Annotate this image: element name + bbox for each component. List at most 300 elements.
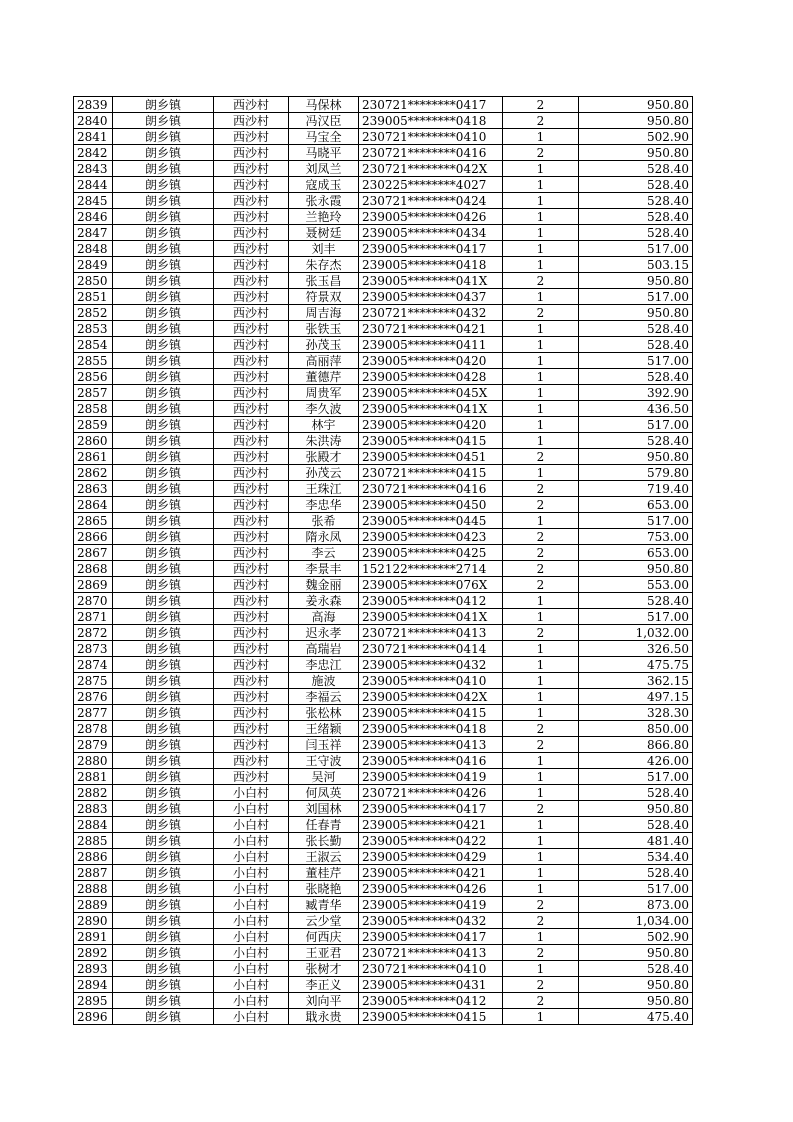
id-number-cell: 239005********0422 [359, 833, 503, 849]
table-row [74, 385, 693, 401]
row-number: 2847 [74, 225, 113, 241]
village-cell: 西沙村 [214, 433, 289, 449]
table-row [74, 913, 693, 929]
table-row [74, 305, 693, 321]
town-cell: 朗乡镇 [113, 753, 214, 769]
town-cell: 朗乡镇 [113, 641, 214, 657]
amount-cell: 362.15 [579, 673, 693, 689]
village-cell: 小白村 [214, 833, 289, 849]
name-cell: 闫玉祥 [289, 737, 359, 753]
row-number: 2857 [74, 385, 113, 401]
table-row [74, 257, 693, 273]
name-cell: 王守波 [289, 753, 359, 769]
count-cell: 2 [503, 529, 579, 545]
count-cell: 1 [503, 961, 579, 977]
name-cell: 董桂芹 [289, 865, 359, 881]
id-number-cell: 239005********041X [359, 401, 503, 417]
count-cell: 2 [503, 977, 579, 993]
village-cell: 西沙村 [214, 97, 289, 113]
town-cell: 朗乡镇 [113, 785, 214, 801]
table-row [74, 865, 693, 881]
name-cell: 魏金丽 [289, 577, 359, 593]
table-row [74, 961, 693, 977]
town-cell: 朗乡镇 [113, 993, 214, 1009]
id-number-cell: 239005********0421 [359, 817, 503, 833]
amount-cell: 950.80 [579, 273, 693, 289]
amount-cell: 553.00 [579, 577, 693, 593]
amount-cell: 517.00 [579, 769, 693, 785]
id-number-cell: 239005********0419 [359, 897, 503, 913]
row-number: 2850 [74, 273, 113, 289]
row-number: 2894 [74, 977, 113, 993]
id-number-cell: 239005********0432 [359, 913, 503, 929]
amount-cell: 528.40 [579, 961, 693, 977]
count-cell: 1 [503, 689, 579, 705]
table-row [74, 641, 693, 657]
town-cell: 朗乡镇 [113, 369, 214, 385]
count-cell: 2 [503, 945, 579, 961]
table-row [74, 977, 693, 993]
table-row [74, 433, 693, 449]
village-cell: 小白村 [214, 945, 289, 961]
name-cell: 任春青 [289, 817, 359, 833]
amount-cell: 653.00 [579, 497, 693, 513]
id-number-cell: 239005********0420 [359, 353, 503, 369]
name-cell: 李忠江 [289, 657, 359, 673]
row-number: 2884 [74, 817, 113, 833]
count-cell: 1 [503, 401, 579, 417]
id-number-cell: 239005********0421 [359, 865, 503, 881]
row-number: 2872 [74, 625, 113, 641]
table-row [74, 129, 693, 145]
row-number: 2853 [74, 321, 113, 337]
count-cell: 1 [503, 673, 579, 689]
table-row [74, 801, 693, 817]
table-row [74, 993, 693, 1009]
village-cell: 西沙村 [214, 705, 289, 721]
town-cell: 朗乡镇 [113, 209, 214, 225]
town-cell: 朗乡镇 [113, 929, 214, 945]
amount-cell: 502.90 [579, 129, 693, 145]
count-cell: 2 [503, 721, 579, 737]
row-number: 2859 [74, 417, 113, 433]
count-cell: 1 [503, 177, 579, 193]
amount-cell: 528.40 [579, 337, 693, 353]
count-cell: 1 [503, 1009, 579, 1025]
table-row [74, 417, 693, 433]
name-cell: 符景双 [289, 289, 359, 305]
row-number: 2863 [74, 481, 113, 497]
id-number-cell: 239005********0451 [359, 449, 503, 465]
name-cell: 刘国林 [289, 801, 359, 817]
amount-cell: 517.00 [579, 417, 693, 433]
count-cell: 1 [503, 513, 579, 529]
count-cell: 2 [503, 545, 579, 561]
row-number: 2893 [74, 961, 113, 977]
name-cell: 马保林 [289, 97, 359, 113]
id-number-cell: 230225********4027 [359, 177, 503, 193]
row-number: 2868 [74, 561, 113, 577]
village-cell: 小白村 [214, 961, 289, 977]
name-cell: 张永霞 [289, 193, 359, 209]
name-cell: 张松林 [289, 705, 359, 721]
amount-cell: 528.40 [579, 433, 693, 449]
count-cell: 2 [503, 481, 579, 497]
count-cell: 2 [503, 801, 579, 817]
count-cell: 2 [503, 913, 579, 929]
table-row [74, 945, 693, 961]
row-number: 2888 [74, 881, 113, 897]
id-number-cell: 239005********0426 [359, 881, 503, 897]
count-cell: 2 [503, 561, 579, 577]
amount-cell: 517.00 [579, 241, 693, 257]
town-cell: 朗乡镇 [113, 577, 214, 593]
amount-cell: 950.80 [579, 801, 693, 817]
town-cell: 朗乡镇 [113, 849, 214, 865]
amount-cell: 528.40 [579, 865, 693, 881]
name-cell: 云少堂 [289, 913, 359, 929]
table-row [74, 545, 693, 561]
count-cell: 1 [503, 833, 579, 849]
count-cell: 1 [503, 129, 579, 145]
village-cell: 西沙村 [214, 385, 289, 401]
village-cell: 西沙村 [214, 689, 289, 705]
village-cell: 西沙村 [214, 417, 289, 433]
id-number-cell: 239005********0419 [359, 769, 503, 785]
row-number: 2877 [74, 705, 113, 721]
name-cell: 吴河 [289, 769, 359, 785]
count-cell: 1 [503, 241, 579, 257]
name-cell: 刘凤兰 [289, 161, 359, 177]
row-number: 2896 [74, 1009, 113, 1025]
town-cell: 朗乡镇 [113, 257, 214, 273]
village-cell: 西沙村 [214, 129, 289, 145]
table-row [74, 593, 693, 609]
row-number: 2889 [74, 897, 113, 913]
count-cell: 2 [503, 145, 579, 161]
town-cell: 朗乡镇 [113, 961, 214, 977]
village-cell: 西沙村 [214, 401, 289, 417]
village-cell: 小白村 [214, 993, 289, 1009]
row-number: 2875 [74, 673, 113, 689]
count-cell: 1 [503, 657, 579, 673]
row-number: 2861 [74, 449, 113, 465]
id-number-cell: 230721********0415 [359, 465, 503, 481]
name-cell: 高海 [289, 609, 359, 625]
id-number-cell: 230721********0424 [359, 193, 503, 209]
count-cell: 1 [503, 593, 579, 609]
table-row [74, 625, 693, 641]
village-cell: 西沙村 [214, 465, 289, 481]
name-cell: 张玉昌 [289, 273, 359, 289]
amount-cell: 326.50 [579, 641, 693, 657]
id-number-cell: 239005********0426 [359, 209, 503, 225]
table-row [74, 161, 693, 177]
name-cell: 姜永森 [289, 593, 359, 609]
amount-cell: 873.00 [579, 897, 693, 913]
row-number: 2849 [74, 257, 113, 273]
table-row [74, 657, 693, 673]
count-cell: 1 [503, 353, 579, 369]
id-number-cell: 239005********0415 [359, 705, 503, 721]
town-cell: 朗乡镇 [113, 433, 214, 449]
table-row [74, 881, 693, 897]
count-cell: 2 [503, 737, 579, 753]
town-cell: 朗乡镇 [113, 1009, 214, 1025]
row-number: 2846 [74, 209, 113, 225]
name-cell: 张殿才 [289, 449, 359, 465]
id-number-cell: 230721********0417 [359, 97, 503, 113]
table-row [74, 113, 693, 129]
amount-cell: 528.40 [579, 369, 693, 385]
row-number: 2848 [74, 241, 113, 257]
id-number-cell: 239005********0420 [359, 417, 503, 433]
row-number: 2878 [74, 721, 113, 737]
count-cell: 1 [503, 849, 579, 865]
name-cell: 李景丰 [289, 561, 359, 577]
town-cell: 朗乡镇 [113, 737, 214, 753]
id-number-cell: 230721********042X [359, 161, 503, 177]
id-number-cell: 239005********0429 [359, 849, 503, 865]
id-number-cell: 239005********0418 [359, 257, 503, 273]
row-number: 2843 [74, 161, 113, 177]
name-cell: 马宝全 [289, 129, 359, 145]
name-cell: 冯汉臣 [289, 113, 359, 129]
row-number: 2855 [74, 353, 113, 369]
name-cell: 李云 [289, 545, 359, 561]
village-cell: 西沙村 [214, 353, 289, 369]
town-cell: 朗乡镇 [113, 337, 214, 353]
name-cell: 张长勤 [289, 833, 359, 849]
row-number: 2870 [74, 593, 113, 609]
id-number-cell: 239005********0437 [359, 289, 503, 305]
row-number: 2851 [74, 289, 113, 305]
amount-cell: 475.40 [579, 1009, 693, 1025]
village-cell: 西沙村 [214, 769, 289, 785]
amount-cell: 950.80 [579, 993, 693, 1009]
name-cell: 李正义 [289, 977, 359, 993]
village-cell: 西沙村 [214, 513, 289, 529]
name-cell: 戢永贵 [289, 1009, 359, 1025]
row-number: 2882 [74, 785, 113, 801]
row-number: 2876 [74, 689, 113, 705]
town-cell: 朗乡镇 [113, 593, 214, 609]
name-cell: 马晓平 [289, 145, 359, 161]
row-number: 2840 [74, 113, 113, 129]
town-cell: 朗乡镇 [113, 177, 214, 193]
amount-cell: 528.40 [579, 785, 693, 801]
id-number-cell: 239005********041X [359, 609, 503, 625]
row-number: 2860 [74, 433, 113, 449]
id-number-cell: 239005********0418 [359, 721, 503, 737]
count-cell: 2 [503, 897, 579, 913]
count-cell: 1 [503, 385, 579, 401]
village-cell: 西沙村 [214, 577, 289, 593]
amount-cell: 534.40 [579, 849, 693, 865]
count-cell: 2 [503, 497, 579, 513]
village-cell: 西沙村 [214, 337, 289, 353]
amount-cell: 719.40 [579, 481, 693, 497]
count-cell: 1 [503, 161, 579, 177]
name-cell: 迟永孝 [289, 625, 359, 641]
id-number-cell: 239005********0432 [359, 657, 503, 673]
village-cell: 西沙村 [214, 593, 289, 609]
id-number-cell: 239005********045X [359, 385, 503, 401]
amount-cell: 950.80 [579, 977, 693, 993]
village-cell: 小白村 [214, 929, 289, 945]
village-cell: 小白村 [214, 785, 289, 801]
id-number-cell: 239005********0418 [359, 113, 503, 129]
town-cell: 朗乡镇 [113, 865, 214, 881]
count-cell: 1 [503, 433, 579, 449]
row-number: 2844 [74, 177, 113, 193]
village-cell: 西沙村 [214, 609, 289, 625]
amount-cell: 517.00 [579, 609, 693, 625]
row-number: 2874 [74, 657, 113, 673]
id-number-cell: 230721********0432 [359, 305, 503, 321]
count-cell: 1 [503, 769, 579, 785]
village-cell: 西沙村 [214, 113, 289, 129]
village-cell: 西沙村 [214, 561, 289, 577]
town-cell: 朗乡镇 [113, 385, 214, 401]
id-number-cell: 230721********0421 [359, 321, 503, 337]
name-cell: 聂树廷 [289, 225, 359, 241]
row-number: 2887 [74, 865, 113, 881]
amount-cell: 426.00 [579, 753, 693, 769]
town-cell: 朗乡镇 [113, 657, 214, 673]
village-cell: 西沙村 [214, 641, 289, 657]
village-cell: 西沙村 [214, 161, 289, 177]
amount-cell: 950.80 [579, 945, 693, 961]
village-cell: 西沙村 [214, 529, 289, 545]
row-number: 2871 [74, 609, 113, 625]
count-cell: 2 [503, 577, 579, 593]
name-cell: 周贵军 [289, 385, 359, 401]
table-row [74, 609, 693, 625]
name-cell: 张铁玉 [289, 321, 359, 337]
id-number-cell: 239005********041X [359, 273, 503, 289]
town-cell: 朗乡镇 [113, 497, 214, 513]
table-row [74, 289, 693, 305]
count-cell: 1 [503, 337, 579, 353]
record-table-body [74, 97, 693, 1025]
count-cell: 2 [503, 113, 579, 129]
village-cell: 小白村 [214, 881, 289, 897]
name-cell: 周吉海 [289, 305, 359, 321]
amount-cell: 579.80 [579, 465, 693, 481]
row-number: 2864 [74, 497, 113, 513]
town-cell: 朗乡镇 [113, 401, 214, 417]
record-table [73, 96, 693, 1025]
amount-cell: 328.30 [579, 705, 693, 721]
count-cell: 2 [503, 273, 579, 289]
count-cell: 1 [503, 705, 579, 721]
town-cell: 朗乡镇 [113, 193, 214, 209]
name-cell: 王亚君 [289, 945, 359, 961]
amount-cell: 517.00 [579, 513, 693, 529]
row-number: 2852 [74, 305, 113, 321]
village-cell: 小白村 [214, 865, 289, 881]
id-number-cell: 239005********0415 [359, 433, 503, 449]
name-cell: 董德芹 [289, 369, 359, 385]
row-number: 2880 [74, 753, 113, 769]
town-cell: 朗乡镇 [113, 833, 214, 849]
name-cell: 张晓艳 [289, 881, 359, 897]
id-number-cell: 230721********0410 [359, 129, 503, 145]
name-cell: 林宇 [289, 417, 359, 433]
name-cell: 朱存杰 [289, 257, 359, 273]
id-number-cell: 239005********0417 [359, 801, 503, 817]
town-cell: 朗乡镇 [113, 161, 214, 177]
name-cell: 张希 [289, 513, 359, 529]
village-cell: 西沙村 [214, 673, 289, 689]
name-cell: 何西庆 [289, 929, 359, 945]
amount-cell: 528.40 [579, 593, 693, 609]
amount-cell: 528.40 [579, 161, 693, 177]
town-cell: 朗乡镇 [113, 673, 214, 689]
amount-cell: 1,032.00 [579, 625, 693, 641]
town-cell: 朗乡镇 [113, 801, 214, 817]
village-cell: 西沙村 [214, 321, 289, 337]
amount-cell: 866.80 [579, 737, 693, 753]
amount-cell: 528.40 [579, 177, 693, 193]
table-row [74, 737, 693, 753]
count-cell: 1 [503, 289, 579, 305]
village-cell: 西沙村 [214, 497, 289, 513]
village-cell: 小白村 [214, 913, 289, 929]
town-cell: 朗乡镇 [113, 561, 214, 577]
name-cell: 李忠华 [289, 497, 359, 513]
id-number-cell: 239005********0423 [359, 529, 503, 545]
amount-cell: 850.00 [579, 721, 693, 737]
table-row [74, 1009, 693, 1025]
village-cell: 西沙村 [214, 369, 289, 385]
id-number-cell: 239005********0413 [359, 737, 503, 753]
id-number-cell: 239005********0445 [359, 513, 503, 529]
village-cell: 西沙村 [214, 289, 289, 305]
town-cell: 朗乡镇 [113, 449, 214, 465]
table-row [74, 529, 693, 545]
row-number: 2842 [74, 145, 113, 161]
table-row [74, 849, 693, 865]
town-cell: 朗乡镇 [113, 545, 214, 561]
row-number: 2873 [74, 641, 113, 657]
amount-cell: 753.00 [579, 529, 693, 545]
name-cell: 王绪颖 [289, 721, 359, 737]
amount-cell: 950.80 [579, 449, 693, 465]
name-cell: 张树才 [289, 961, 359, 977]
town-cell: 朗乡镇 [113, 513, 214, 529]
table-row [74, 785, 693, 801]
town-cell: 朗乡镇 [113, 945, 214, 961]
table-row [74, 241, 693, 257]
count-cell: 1 [503, 225, 579, 241]
amount-cell: 517.00 [579, 289, 693, 305]
town-cell: 朗乡镇 [113, 529, 214, 545]
count-cell: 1 [503, 465, 579, 481]
village-cell: 小白村 [214, 849, 289, 865]
town-cell: 朗乡镇 [113, 225, 214, 241]
village-cell: 西沙村 [214, 193, 289, 209]
name-cell: 王淑云 [289, 849, 359, 865]
village-cell: 西沙村 [214, 721, 289, 737]
table-row [74, 369, 693, 385]
id-number-cell: 230721********0416 [359, 481, 503, 497]
town-cell: 朗乡镇 [113, 913, 214, 929]
village-cell: 西沙村 [214, 209, 289, 225]
table-row [74, 689, 693, 705]
village-cell: 西沙村 [214, 737, 289, 753]
